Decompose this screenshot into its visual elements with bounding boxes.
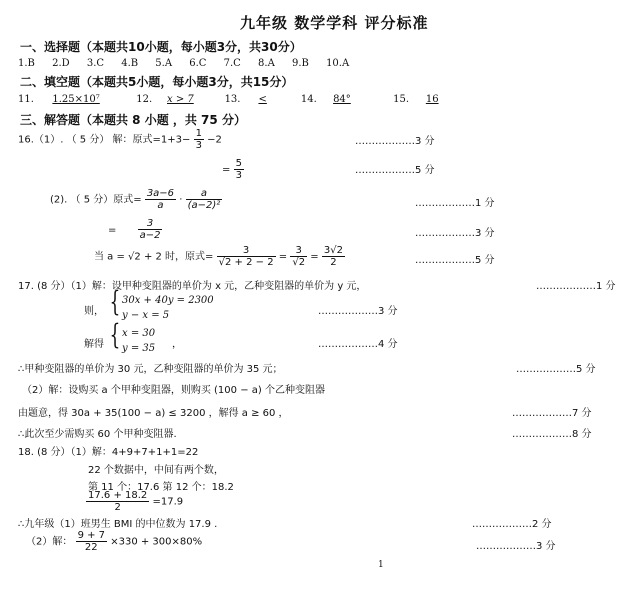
q16-part1 xyxy=(18,128,222,151)
q18-p2-fraction xyxy=(76,530,107,553)
q18-line1: 18. (8 分）（1）解：4+9+7+1+1=22 xyxy=(18,447,199,458)
answer-2: 2.D xyxy=(52,58,70,69)
q16-p2c-frac1 xyxy=(217,245,276,268)
q18-line3: 第 11 个：17.6 第 12 个：18.2 xyxy=(88,482,234,493)
document-title: 九年级 数学学科 评分标准 xyxy=(240,14,429,32)
q16-p2-frac2 xyxy=(186,188,223,211)
q16-part2c xyxy=(94,245,345,268)
q17-conclusion: ∴甲种变阻器的单价为 30 元，乙种变阻器的单价为 35 元； xyxy=(18,364,283,375)
frac-denominator: 3 xyxy=(195,140,202,151)
equation: y = 35 xyxy=(122,343,156,354)
q16-part2b xyxy=(108,218,162,241)
q17-system2 xyxy=(122,326,155,356)
fill-13-num: 13. xyxy=(224,94,241,105)
answer-7: 7.C xyxy=(223,58,241,69)
fill-14-num: 14. xyxy=(300,94,317,105)
section2-answers xyxy=(18,94,452,105)
q17-p2b-score: ………………7 分 xyxy=(512,408,592,419)
frac-numerator: 3√2 xyxy=(323,245,343,256)
q16-p2-frac1 xyxy=(145,188,176,211)
q17-then: 则， xyxy=(84,306,104,317)
q16-p1-score: ………………3 分 xyxy=(355,136,435,147)
q17-system1 xyxy=(122,293,214,323)
frac-numerator: 3 xyxy=(217,245,276,257)
q17-sys2-score: ………………4 分 xyxy=(318,339,398,350)
dot: · xyxy=(179,194,183,206)
answer-9: 9.B xyxy=(291,58,309,69)
frac-denominator: (a−2)² xyxy=(187,200,221,211)
q16-p1-tail: −2 xyxy=(207,134,222,146)
equation: x = 30 xyxy=(122,328,156,339)
q16-p2c-frac3 xyxy=(322,245,345,268)
q16-p1b-score: ………………5 分 xyxy=(355,165,435,176)
q16-part1b xyxy=(222,158,244,181)
fill-11-num: 11. xyxy=(18,94,34,105)
q17-part2b: 由题意，得 30a + 35(100 − a) ≤ 3200 ，解得 a ≥ 60 ， xyxy=(18,408,289,419)
equals: = xyxy=(310,251,319,263)
fill-13-answer: < xyxy=(258,94,267,105)
q17-line1: 17. (8 分）（1）解：设甲种变阻器的单价为 x 元，乙种变阻器的单价为 y 元， xyxy=(18,281,367,292)
frac-numerator: 17.6 + 18.2 xyxy=(88,490,148,501)
q16-p2c-score: ………………5 分 xyxy=(415,255,495,266)
frac-numerator: a xyxy=(186,188,223,200)
q18-p2-tail: ×330 + 300×80% xyxy=(110,536,203,548)
q16-p1-label: 16.（1）. （ 5 分） 解：原式=1+3− xyxy=(18,134,191,146)
q16-p2-score: ………………1 分 xyxy=(415,198,495,209)
answer-4: 4.B xyxy=(121,58,139,69)
q17-sys1-score: ………………3 分 xyxy=(318,306,398,317)
q16-p1-fraction xyxy=(194,128,204,151)
q17-concl-score: ………………5 分 xyxy=(516,364,596,375)
q17-line1-score: ………………1 分 xyxy=(536,281,616,292)
section1-title: 一、选择题（本题共10小题，每小题3分，共30分） xyxy=(20,40,302,54)
frac-numerator: 3 xyxy=(138,218,163,230)
equals: = xyxy=(108,224,117,236)
answer-6: 6.C xyxy=(189,58,207,69)
q18-concl-score: ………………2 分 xyxy=(472,519,552,530)
fill-14-answer: 84° xyxy=(333,94,351,105)
fill-12-answer: x > 7 xyxy=(167,94,194,105)
q17-part2: （2）解：设购买 a 个甲种变阻器，则购买 (100 − a) 个乙种变阻器 xyxy=(22,385,325,396)
frac-denominator: √2 xyxy=(292,257,306,268)
answer-10: 10.A xyxy=(326,58,350,69)
frac-denominator: 2 xyxy=(114,502,121,513)
frac-denominator: 22 xyxy=(84,542,98,553)
equation: 30x + 40y = 2300 xyxy=(122,295,214,306)
comma: ， xyxy=(172,339,182,350)
frac-numerator: 5 xyxy=(235,158,242,169)
q16-p2c-when: 当 a = √2 + 2 时，原式= xyxy=(94,251,214,263)
frac-denominator: 3 xyxy=(235,170,242,181)
q18-conclusion: ∴九年级（1）班男生 BMI 的中位数为 17.9 . xyxy=(18,519,218,530)
section2-title: 二、填空题（本题共5小题，每小题3分，共15分） xyxy=(20,75,294,89)
frac-denominator: 2 xyxy=(330,257,337,268)
q18-fraction xyxy=(86,490,149,513)
q17-system1-brace: { xyxy=(109,285,121,318)
q18-line2: 22 个数据中，中间有两个数， xyxy=(88,465,224,476)
fill-11-answer: 1.25×10⁷ xyxy=(52,94,100,105)
q18-fraction-line xyxy=(86,490,183,513)
fill-15-answer: 16 xyxy=(425,94,439,105)
frac-denominator: a−2 xyxy=(139,230,161,241)
q16-p2c-frac2 xyxy=(290,245,307,268)
q16-p1b-fraction xyxy=(234,158,244,181)
q16-p2-label: (2). （ 5 分）原式= xyxy=(50,194,142,206)
answer-5: 5.A xyxy=(155,58,173,69)
q16-p2b-fraction xyxy=(138,218,163,241)
page-number: 1 xyxy=(378,560,384,570)
answer-3: 3.C xyxy=(86,58,105,69)
answer-1: 1.B xyxy=(18,58,35,69)
equation: y − x = 5 xyxy=(122,310,170,321)
q18-frac-tail: =17.9 xyxy=(152,496,184,508)
frac-denominator: √2 + 2 − 2 xyxy=(218,257,274,268)
q18-part2 xyxy=(26,530,202,553)
q17-p2c-score: ………………8 分 xyxy=(512,429,592,440)
q18-p2-label: （2）解： xyxy=(26,536,73,548)
equals: = xyxy=(278,251,288,263)
frac-numerator: 3a−6 xyxy=(146,188,175,199)
q17-system2-brace: { xyxy=(109,318,121,351)
equals: = xyxy=(222,164,231,176)
frac-denominator: a xyxy=(157,200,164,211)
frac-numerator: 1 xyxy=(195,128,202,139)
answer-8: 8.A xyxy=(258,58,275,69)
fill-15-num: 15. xyxy=(393,94,410,105)
q18-p2-score: ………………3 分 xyxy=(476,541,556,552)
q17-part2c: ∴此次至少需购买 60 个甲种变阻器. xyxy=(18,429,177,440)
fill-12-num: 12. xyxy=(136,94,153,105)
q16-p2b-score: ………………3 分 xyxy=(415,228,495,239)
section1-answers xyxy=(18,58,349,69)
section3-title: 三、解答题（本题共 8 小题 ，共 75 分） xyxy=(20,113,246,127)
frac-numerator: 9 + 7 xyxy=(77,530,106,541)
frac-numerator: 3 xyxy=(290,245,307,257)
q17-solve: 解得 xyxy=(84,339,104,350)
q16-part2 xyxy=(50,188,222,211)
